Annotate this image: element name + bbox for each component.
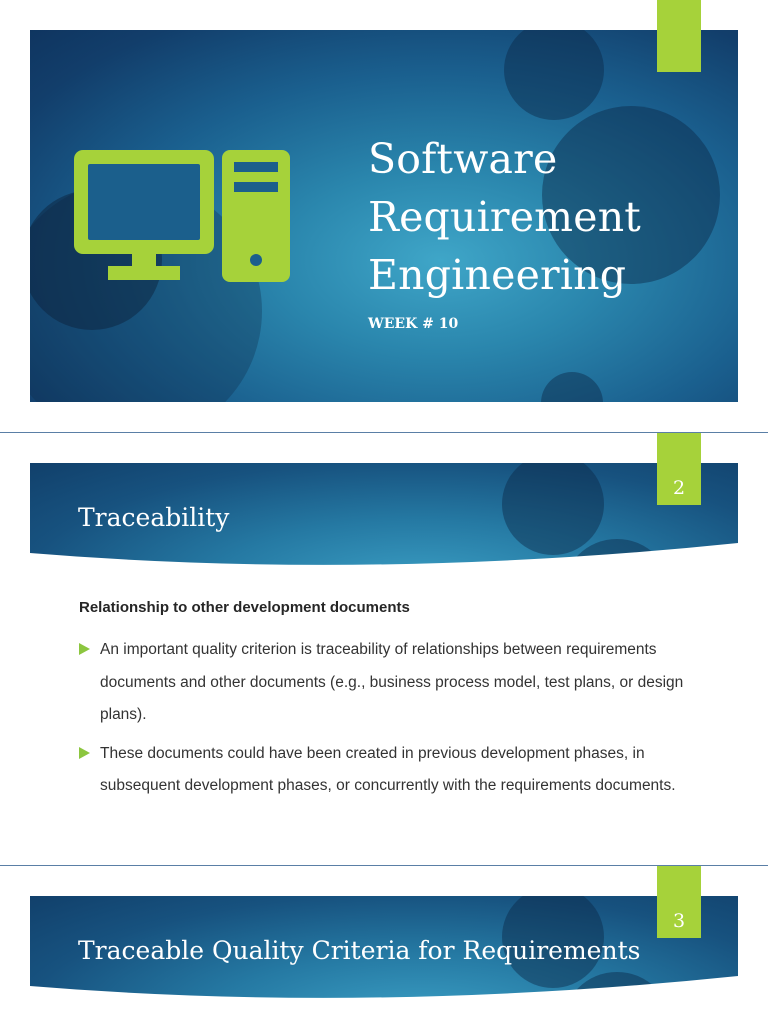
slide-number-tab	[657, 866, 701, 938]
slide-header-banner	[30, 896, 738, 1008]
banner-curve	[30, 535, 738, 575]
list-item	[79, 738, 689, 803]
presentation-title: Software Requirement Engineering	[368, 135, 641, 299]
slide-2	[0, 433, 768, 865]
slide-3	[0, 866, 768, 1024]
banner-curve	[30, 968, 738, 1008]
section-heading: Relationship to other development documents	[79, 599, 410, 616]
slide-number-tab	[657, 433, 701, 505]
title-banner	[30, 30, 738, 402]
slide-title: Traceability	[78, 503, 230, 532]
green-tab	[657, 0, 701, 72]
list-item	[79, 634, 689, 732]
slide-number: 3	[672, 910, 686, 932]
bullet-arrow-icon	[79, 643, 90, 655]
slide-1	[0, 0, 768, 432]
bullet-list	[79, 634, 689, 809]
bullet-text: These documents could have been created in previous development phases, in subsequent development phases, or concurrently with the requirements documents.	[100, 744, 676, 794]
computer-icon	[72, 148, 292, 284]
presentation-subtitle: WEEK # 10	[368, 316, 459, 332]
decorative-orb	[541, 372, 603, 402]
slide-title: Traceable Quality Criteria for Requirements	[78, 936, 641, 965]
slide-number: 2	[672, 477, 686, 499]
slide-header-banner	[30, 463, 738, 575]
decorative-orb	[504, 30, 604, 120]
bullet-arrow-icon	[79, 747, 90, 759]
bullet-text: An important quality criterion is traceability of relationships between requirements documents and other documents (e.g., business process model, test plans, or design plans).	[100, 641, 684, 723]
